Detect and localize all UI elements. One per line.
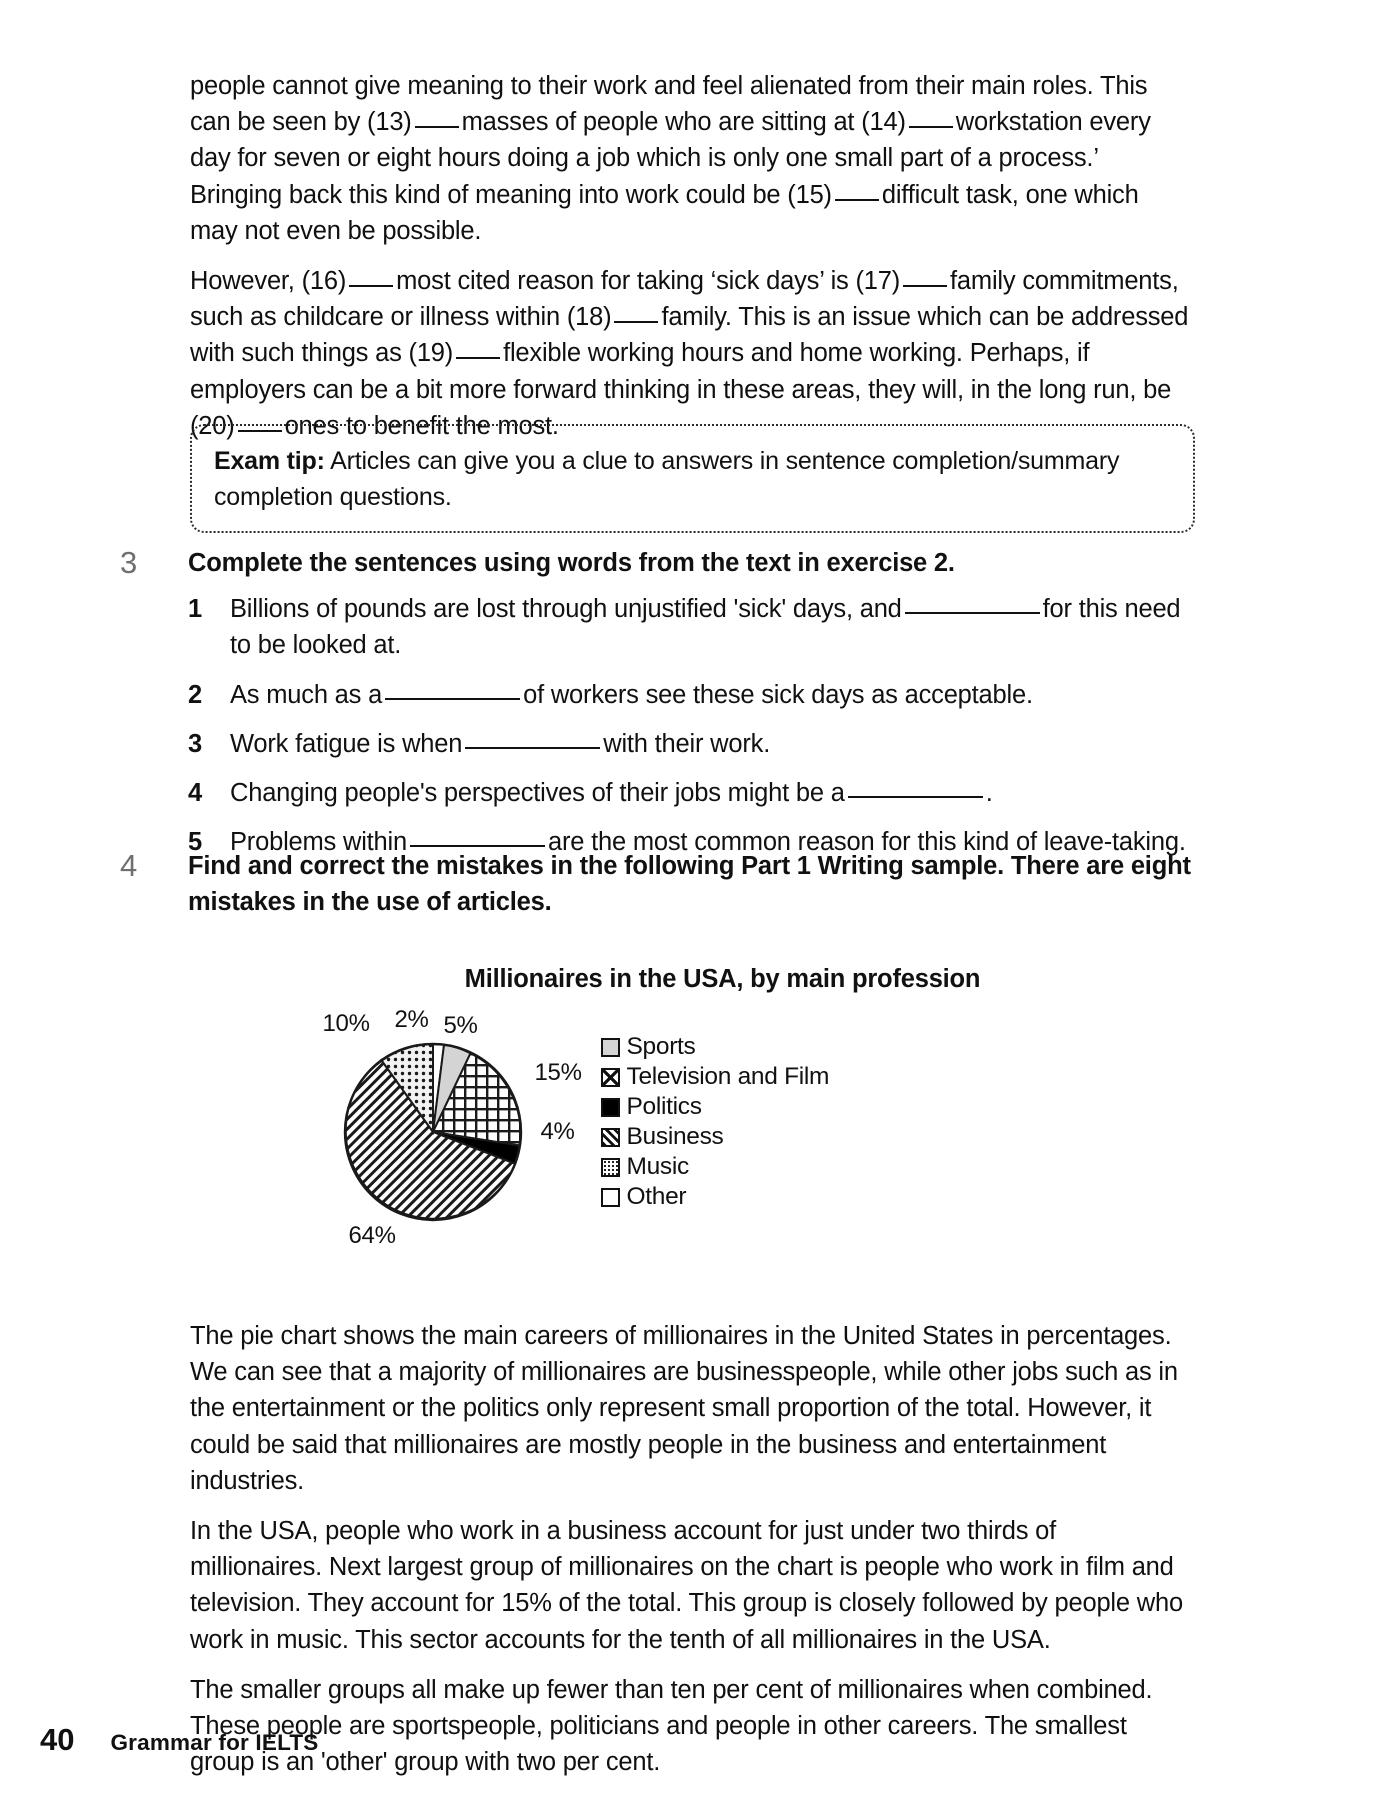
pie-label-other: 2% [394,1006,429,1033]
sample-paragraph-3: The smaller groups all make up fewer than ten per cent of millionaires when combined. These people are sportspeople, politicians and people in other careers. The smallest group is an 'other' group with two per cent. [190,1675,1153,1777]
legend-swatch-sports-icon [601,1038,620,1057]
legend-item-other [601,1182,830,1212]
paragraph-2: However, (16) most cited reason for taking ‘sick days’ is (17) family commitments, such as childcare or illness within (18) family. This is an issue which can be addressed with such things as (19) flexible working hours and home working. Perhaps, if employers can be a bit more forward thinking in these areas, they will, in the long run, be (20) ones to benefit the most. [190,267,1189,440]
blank-13 [415,126,459,128]
pie-label-sports: 5% [443,1012,478,1039]
question-text-before: As much as a [230,680,383,709]
list-item [188,775,1195,811]
question-number: 1 [188,595,202,624]
legend-swatch-other-icon [601,1188,620,1207]
exercise-3-question-list [120,591,1195,860]
legend-swatch-politics-icon [601,1098,620,1117]
list-item [188,591,1195,663]
legend-label-music: Music [626,1153,689,1180]
legend-item-business [601,1122,830,1152]
intro-paragraphs [190,68,1190,458]
answer-blank[interactable] [410,845,545,847]
question-number: 5 [188,828,202,857]
pie-svg [343,1042,523,1222]
question-text-after: with their work. [603,729,771,758]
pie-label-business: 64% [348,1222,396,1249]
page-footer [40,1722,319,1758]
legend-swatch-music-icon [601,1158,620,1177]
legend-item-television-and-film [601,1062,830,1092]
blank-19 [456,357,500,359]
exercise-3-number: 3 [120,545,138,580]
answer-blank[interactable] [848,796,983,798]
exercise-3 [120,545,1195,873]
pie-label-politics: 4% [540,1118,575,1145]
page-number: 40 [40,1722,75,1757]
blank-14 [909,126,953,128]
exam-tip-text [214,444,1173,515]
pie-label-music: 10% [322,1010,370,1037]
legend-swatch-business-icon [601,1128,620,1147]
pie-graphic [343,1042,523,1222]
question-text-after: for this need to be looked at. [230,595,1181,660]
question-text-after: of workers see these sick days as acceptable. [523,680,1033,709]
question-number: 3 [188,729,202,758]
legend-label-business: Business [626,1123,724,1150]
exercise-4 [120,848,1195,924]
legend-swatch-television-icon [601,1068,620,1087]
sample-paragraph-1: The pie chart shows the main careers of millionaires in the United States in percentages. We can see that a majority of millionaires are businesspeople, while other jobs such as in the entertainment or the politics only represent small proportion of the total. However, it could be said that millionaires are mostly people in the business and entertainment industries. [190,1322,1178,1495]
exam-tip-label: Exam tip: [214,447,325,475]
legend-item-music [601,1152,830,1182]
legend-label-sports: Sports [626,1033,696,1060]
answer-blank[interactable] [385,698,520,700]
legend-label-politics: Politics [626,1093,702,1120]
question-text-before: Billions of pounds are lost through unjustified 'sick' days, and [230,595,902,624]
legend-item-sports [601,1032,830,1062]
question-text-after: are the most common reason for this kind of leave-taking. [547,828,1186,857]
exercise-4-heading: Find and correct the mistakes in the following Part 1 Writing sample. There are eight mistakes in the use of articles. [188,852,1191,917]
blank-17 [903,285,947,287]
book-title: Grammar for IELTS [110,1730,319,1755]
exam-tip-body: Articles can give you a clue to answers in sentence completion/summary completion questions. [214,447,1120,511]
question-text-before: Changing people's perspectives of their jobs might be a [230,779,845,808]
legend-label-other: Other [626,1183,687,1210]
answer-blank[interactable] [465,747,600,749]
list-item [188,726,1195,762]
sample-paragraph-2: In the USA, people who work in a business account for just under two thirds of millionaires. Next largest group of millionaires on the chart is people who work in film and television. They account for 15% of the total. This group is closely followed by people who work in music. This sector accounts for the tenth of all millionaires in the USA. [190,1517,1183,1654]
blank-16 [349,285,393,287]
question-number: 4 [188,779,202,808]
chart-legend [601,1032,830,1212]
chart-title: Millionaires in the USA, by main profession [464,965,981,993]
legend-item-politics [601,1092,830,1122]
writing-sample [190,1318,1190,1794]
blank-18 [614,321,658,323]
answer-blank[interactable] [905,612,1040,614]
exercise-4-number: 4 [120,848,138,883]
legend-label-television-and-film: Television and Film [626,1063,830,1090]
list-item [188,677,1195,713]
exercise-3-heading: Complete the sentences using words from the text in exercise 2. [188,549,955,577]
paragraph-1: people cannot give meaning to their work and feel alienated from their main roles. This can be seen by (13) masses of people who are sitting at (14) workstation every day for seven or eight hours doing a job which is only one small part of a process.’ Bringing back this kind of meaning into work could be (15) difficult task, one which may not even be possible. [190,72,1151,245]
pie-chart-block [190,965,1195,1260]
question-text-before: Problems within [230,828,407,857]
chart-area [313,1006,1073,1260]
question-number: 2 [188,680,202,709]
exam-tip-box [190,424,1195,533]
question-text-after: . [985,779,993,808]
question-text-before: Work fatigue is when [230,729,463,758]
blank-15 [835,199,879,201]
pie-label-television-and-film: 15% [534,1059,582,1086]
